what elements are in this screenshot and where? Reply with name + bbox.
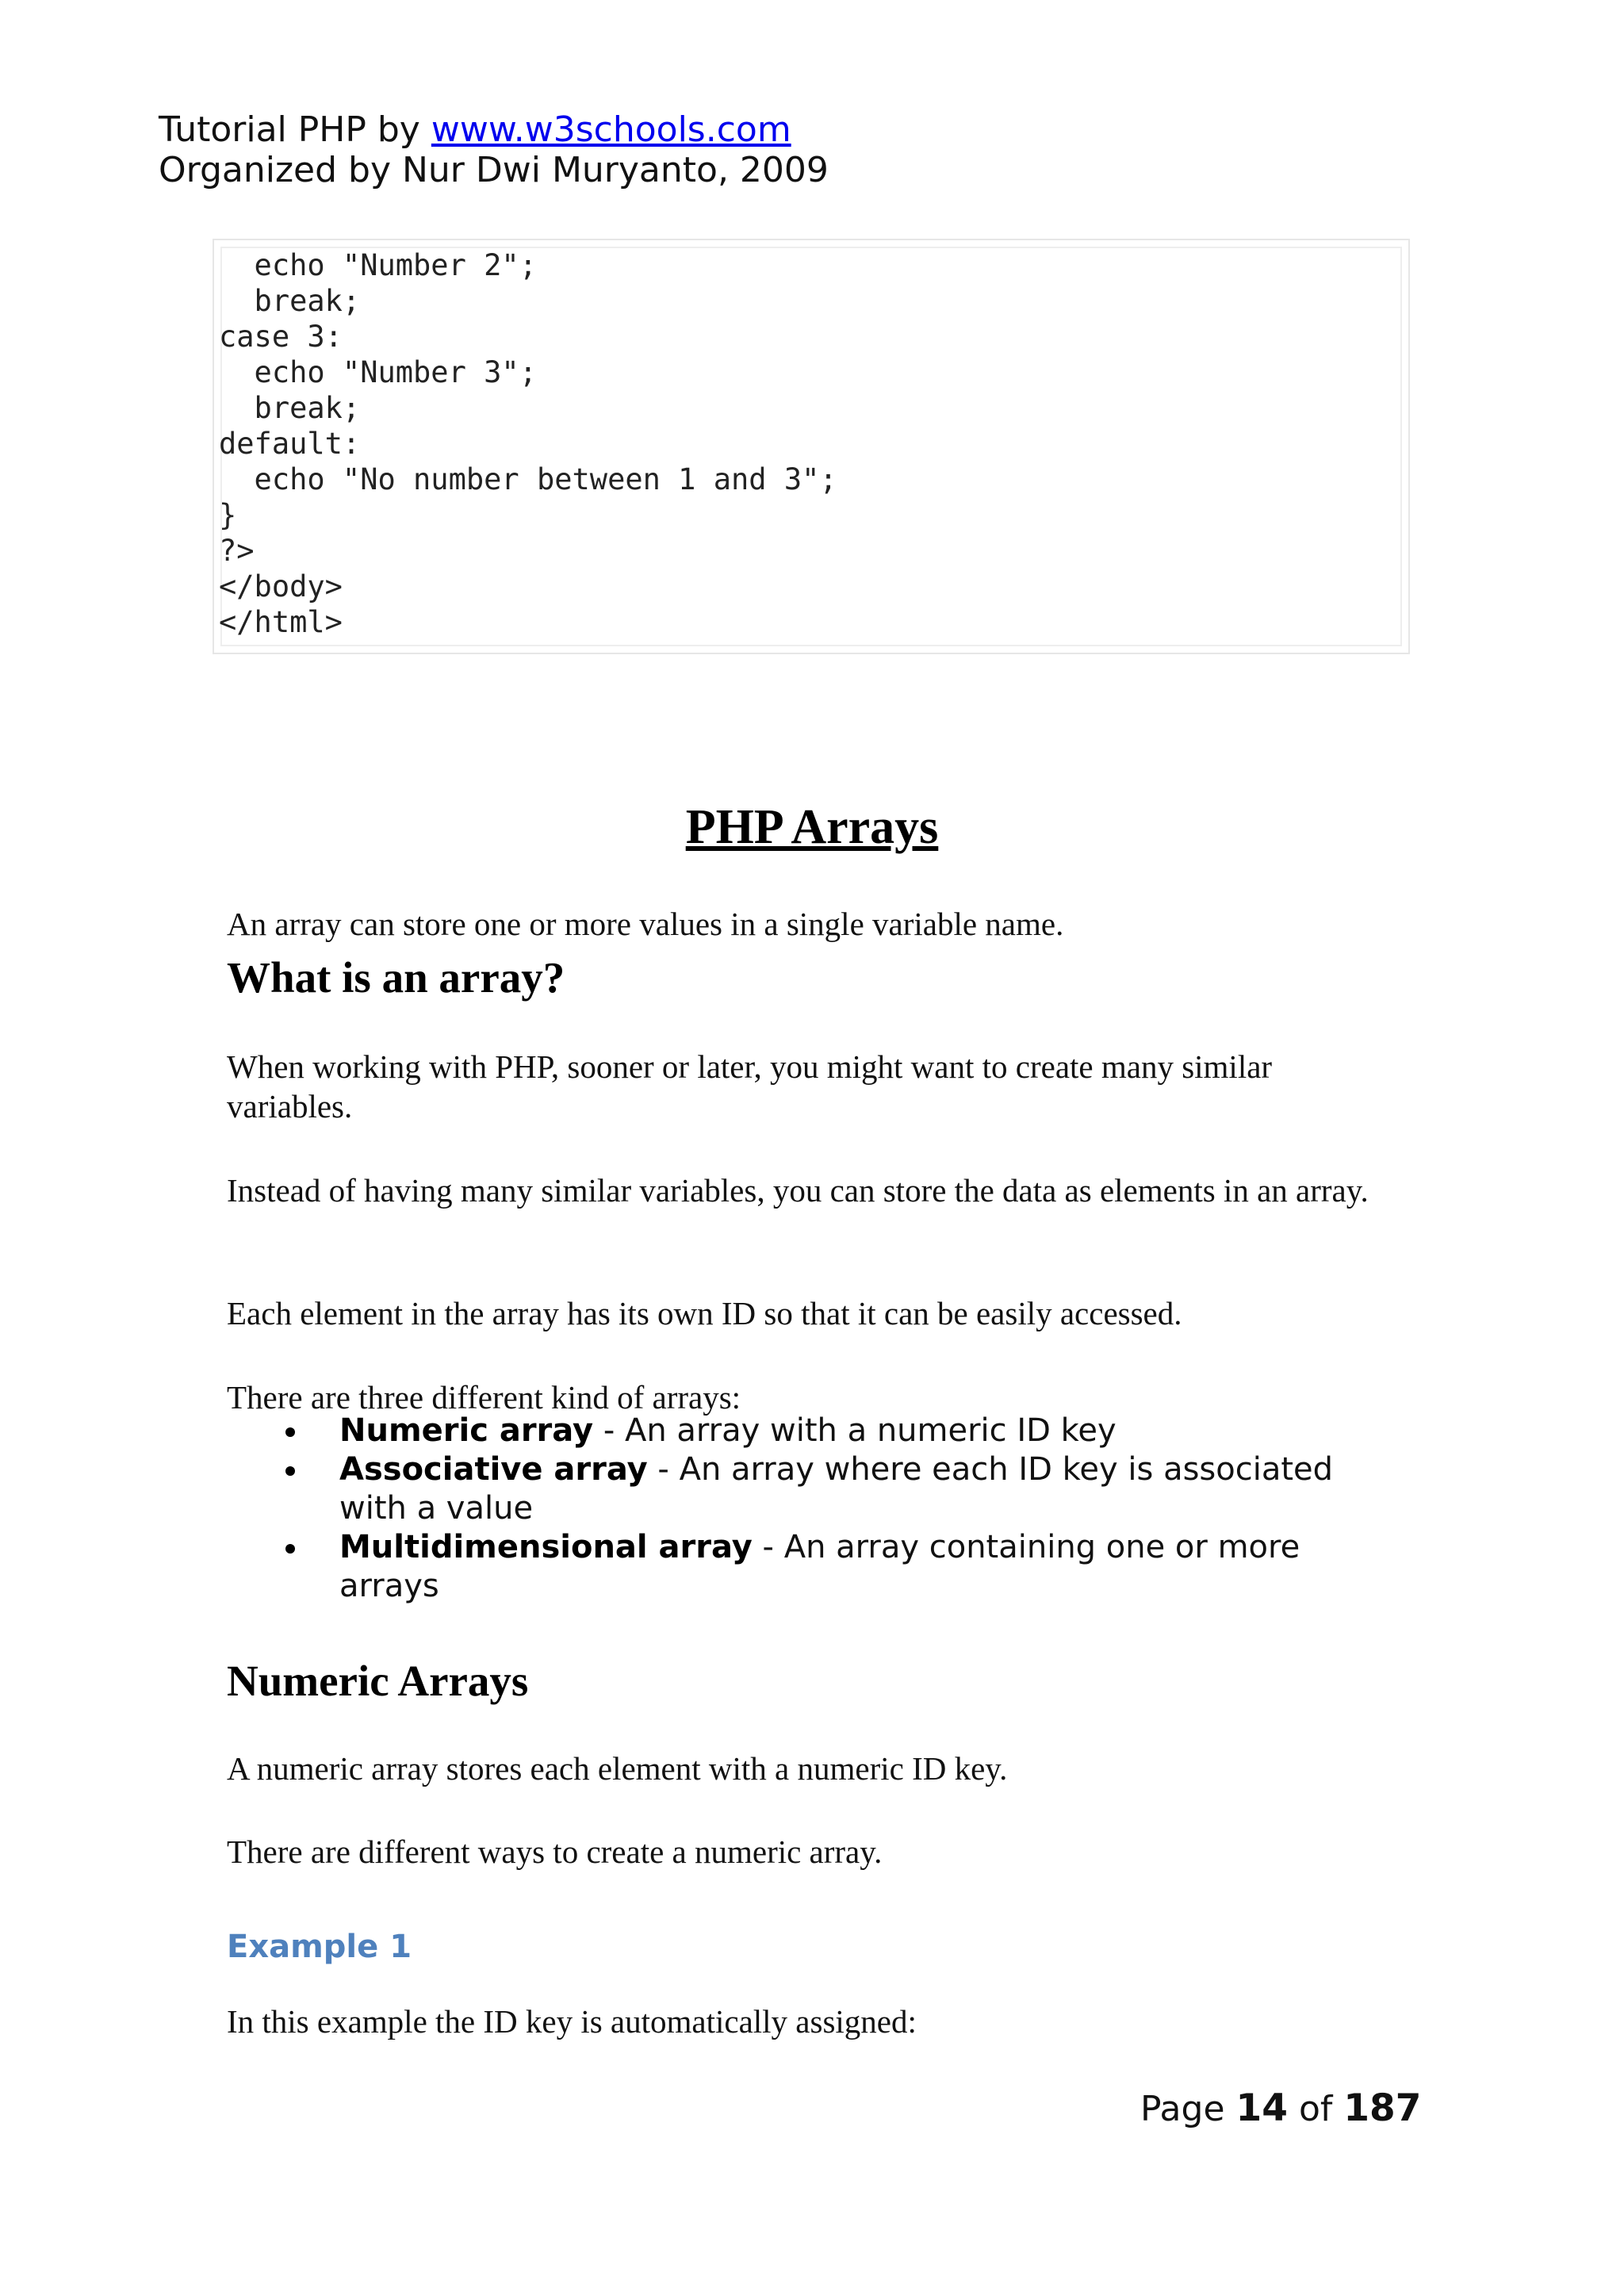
of-word: of bbox=[1298, 2089, 1333, 2129]
code-line: break; bbox=[219, 284, 361, 318]
page-header bbox=[159, 109, 829, 190]
what-is-array-heading: What is an array? bbox=[227, 953, 565, 1002]
current-page: 14 bbox=[1235, 2086, 1288, 2130]
code-line: echo "No number between 1 and 3"; bbox=[219, 462, 837, 496]
bullet-icon bbox=[285, 1544, 295, 1554]
list-item bbox=[279, 1412, 1373, 1450]
code-line: case 3: bbox=[219, 320, 343, 354]
paragraph: In this example the ID key is automatically assigned: bbox=[227, 2003, 917, 2040]
code-line: ?> bbox=[219, 534, 255, 568]
list-item-term: Numeric array bbox=[339, 1412, 594, 1449]
page-title: PHP Arrays bbox=[685, 800, 939, 854]
code-line: </body> bbox=[219, 569, 343, 603]
intro-paragraph: An array can store one or more values in a single variable name. bbox=[227, 906, 1064, 942]
list-item-desc: - An array where each ID key is associated with a value bbox=[339, 1451, 1334, 1527]
paragraph: Each element in the array has its own ID so that it can be easily accessed. bbox=[227, 1295, 1182, 1331]
paragraph: Instead of having many similar variables, you can store the data as elements in an array. bbox=[227, 1172, 1369, 1209]
list-item-desc: - An array with a numeric ID key bbox=[593, 1412, 1116, 1449]
total-pages: 187 bbox=[1343, 2086, 1422, 2130]
code-block bbox=[213, 239, 1410, 654]
code-line: echo "Number 3"; bbox=[219, 355, 537, 389]
list-item-term: Associative array bbox=[339, 1451, 648, 1488]
w3schools-link[interactable]: www.w3schools.com bbox=[431, 109, 791, 150]
paragraph: There are three different kind of arrays: bbox=[227, 1379, 741, 1416]
array-types-list bbox=[279, 1412, 1373, 1606]
code-block-inner bbox=[220, 247, 1402, 646]
paragraph: There are different ways to create a numeric array. bbox=[227, 1833, 883, 1870]
page-number bbox=[1140, 2087, 1421, 2131]
header-prefix: Tutorial PHP by bbox=[159, 109, 431, 150]
header-line-1 bbox=[159, 109, 829, 150]
list-item bbox=[279, 1528, 1373, 1606]
code-line: break; bbox=[219, 391, 361, 425]
code-line: </html> bbox=[219, 605, 343, 639]
header-line-2: Organized by Nur Dwi Muryanto, 2009 bbox=[159, 150, 829, 190]
code-line: echo "Number 2"; bbox=[219, 248, 537, 282]
code-line: default: bbox=[219, 427, 361, 461]
example-label: Example 1 bbox=[227, 1929, 412, 1965]
code-line: } bbox=[219, 498, 237, 532]
bullet-icon bbox=[285, 1466, 295, 1476]
list-item bbox=[279, 1450, 1373, 1528]
bullet-icon bbox=[285, 1427, 295, 1437]
page-word: Page bbox=[1140, 2089, 1225, 2129]
paragraph: A numeric array stores each element with a numeric ID key. bbox=[227, 1750, 1008, 1787]
paragraph: When working with PHP, sooner or later, you might want to create many similar variables. bbox=[227, 1048, 1273, 1125]
numeric-arrays-heading: Numeric Arrays bbox=[227, 1657, 529, 1705]
list-item-term: Multidimensional array bbox=[339, 1529, 753, 1565]
list-item-desc: - An array containing one or more arrays bbox=[339, 1529, 1300, 1604]
